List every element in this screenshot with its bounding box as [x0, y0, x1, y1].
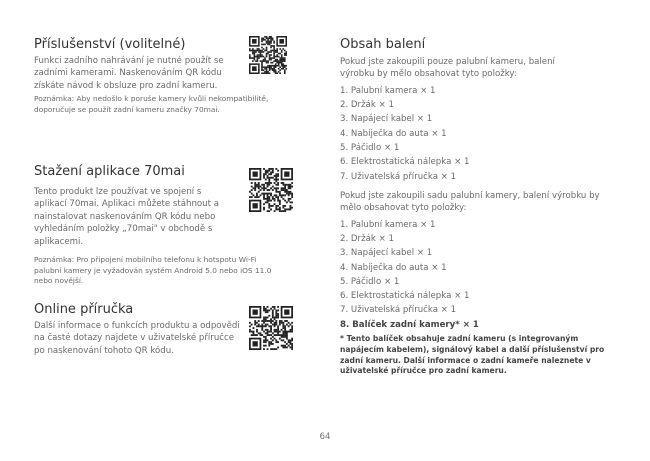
page-number: 64: [319, 432, 331, 442]
app-body: Tento produkt lze používat ve spojení s aplikací 70mai. Aplikaci můžete stáhnout a nainstalovat naskenováním QR kódu nebo vyhledáním položky „70mai" v obchodě s aplikacemi.: [34, 187, 219, 247]
package-title: Obsah balení: [340, 37, 426, 52]
app-note: Poznámka: Pro připojení mobilního telefonu k hotspotu Wi-Fi palubní kamery je vyžadován systém Android 5.0 nebo iOS 11.0 nebo novější.: [34, 255, 272, 286]
qr-code-rear-camera: [249, 36, 287, 74]
manual-title: Online příručka: [34, 302, 134, 317]
package-list-2: [340, 218, 620, 332]
qr-code-app: [249, 168, 293, 212]
list-item: 6. Elektrostatická nálepka × 1: [340, 291, 470, 302]
list-item: 8. Balíček zadní kamery* × 1: [340, 319, 479, 330]
manual-body: Další informace o funkcích produktu a odpovědi na časté dotazy najdete v uživatelské příručce po naskenování tohoto QR kódu.: [34, 321, 240, 356]
list-item: 4. Nabíječka do auta × 1: [340, 262, 447, 273]
list-item: 2. Držák × 1: [340, 100, 394, 111]
list-item: 6. Elektrostatická nálepka × 1: [340, 157, 470, 168]
app-title: Stažení aplikace 70mai: [34, 164, 185, 179]
package-footnote: * Tento balíček obsahuje zadní kameru (s integrovaným napájecím kabelem), signálový kabel a další příslušenství pro zadní kameru. Další informace o zadní kameře naleznete v uživatelské příručce pro zadní kameru.: [340, 334, 605, 376]
list-item: 3. Napájecí kabel × 1: [340, 248, 433, 259]
qr-code-manual: [249, 306, 293, 350]
package-contents-section: [340, 37, 620, 377]
list-item: 3. Napájecí kabel × 1: [340, 114, 433, 125]
accessories-note: Poznámka: Aby nedošlo k poruše kamery kvůli nekompatibilitě, doporučuje se použít zadní kameru značky 70mai.: [34, 94, 269, 114]
package-intro-1: Pokud jste zakoupili pouze palubní kameru, balení výrobku by mělo obsahovat tyto položky:: [340, 57, 555, 80]
list-item: 5. Páčidlo × 1: [340, 276, 400, 287]
list-item: 7. Uživatelská příručka × 1: [340, 171, 457, 182]
package-intro-2: Pokud jste zakoupili sadu palubní kamery, balení výrobku by mělo obsahovat tyto položky:: [340, 190, 600, 214]
list-item: 1. Palubní kamera × 1: [340, 219, 436, 230]
list-item: 1. Palubní kamera × 1: [340, 85, 436, 96]
list-item: 7. Uživatelská příručka × 1: [340, 305, 457, 316]
list-item: 2. Držák × 1: [340, 234, 394, 244]
list-item: 4. Nabíječka do auta × 1: [340, 128, 447, 139]
accessories-body: Funkci zadního nahrávání je nutné použít se zadními kamerami. Naskenováním QR kódu získáte návod k obsluze pro zadní kameru.: [34, 56, 224, 91]
package-list-1: [340, 84, 620, 184]
list-item: 5. Páčidlo × 1: [340, 143, 400, 153]
accessories-title: Příslušenství (volitelné): [34, 37, 186, 52]
